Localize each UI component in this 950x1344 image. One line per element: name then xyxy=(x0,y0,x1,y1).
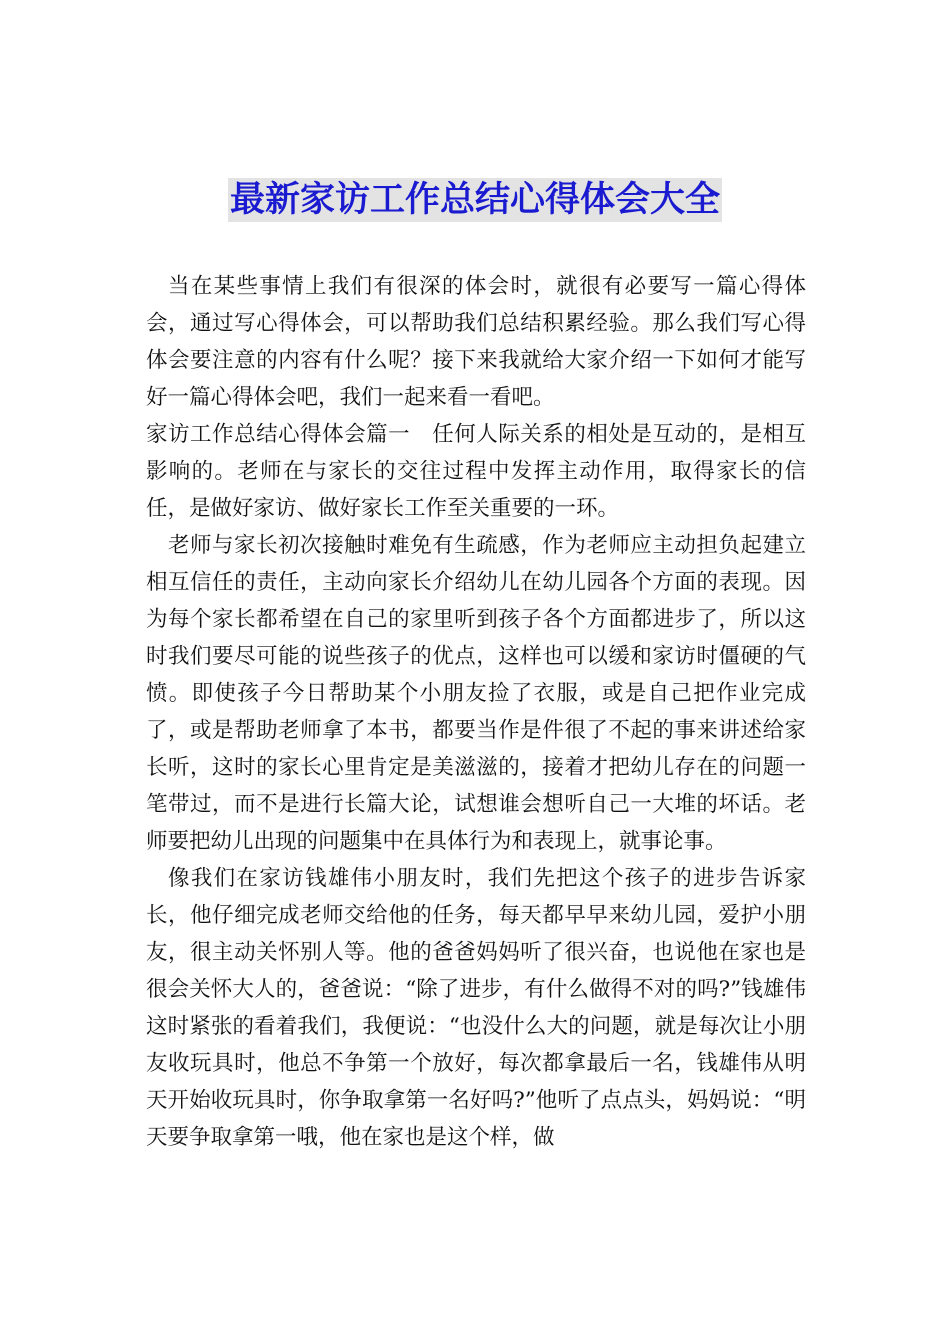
paragraph-first-contact: 老师与家长初次接触时难免有生疏感，作为老师应主动担负起建立相互信任的责任，主动向家长介绍幼儿在幼儿园各个方面的表现。因为每个家长都希望在自己的家里听到孩子各个方面都进步了，所以这时我们要尽可能的说些孩子的优点，这样也可以缓和家访时僵硬的气愤。即使孩子今日帮助某个小朋友捡了衣服，或是自己把作业完成了，或是帮助老师拿了本书，都要当作是件很了不起的事来讲述给家长听，这时的家长心里肯定是美滋滋的，接着才把幼儿存在的问题一笔带过，而不是进行长篇大论，试想谁会想听自己一大堆的坏话。老师要把幼儿出现的问题集中在具体行为和表现上，就事论事。 xyxy=(146,533,806,854)
page-title: 最新家访工作总结心得体会大全 xyxy=(229,180,720,220)
paragraph-intro: 当在某些事情上我们有很深的体会时，就很有必要写一篇心得体会，通过写心得体会，可以帮助我们总结积累经验。那么我们写心得体会要注意的内容有什么呢？接下来我就给大家介绍一下如何才能写好一篇心得体会吧，我们一起来看一看吧。 xyxy=(146,274,806,410)
document-body xyxy=(146,268,806,1156)
paragraph-section-one: 家访工作总结心得体会篇一 任何人际关系的相处是互动的，是相互影响的。老师在与家长的交往过程中发挥主动作用，取得家长的信任，是做好家访、做好家长工作至关重要的一环。 xyxy=(146,422,806,521)
title-container xyxy=(0,178,950,222)
paragraph-example: 像我们在家访钱雄伟小朋友时，我们先把这个孩子的进步告诉家长，他仔细完成老师交给他的任务，每天都早早来幼儿园，爱护小朋友，很主动关怀别人等。他的爸爸妈妈听了很兴奋，也说他在家也是很会关怀大人的，爸爸说：“除了进步，有什么做得不对的吗?”钱雄伟这时紧张的看着我们，我便说：“也没什么大的问题，就是每次让小朋友收玩具时，他总不争第一个放好，每次都拿最后一名，钱雄伟从明天开始收玩具时，你争取拿第一名好吗?”他听了点点头，妈妈说：“明天要争取拿第一哦，他在家也是这个样，做 xyxy=(146,866,806,1150)
